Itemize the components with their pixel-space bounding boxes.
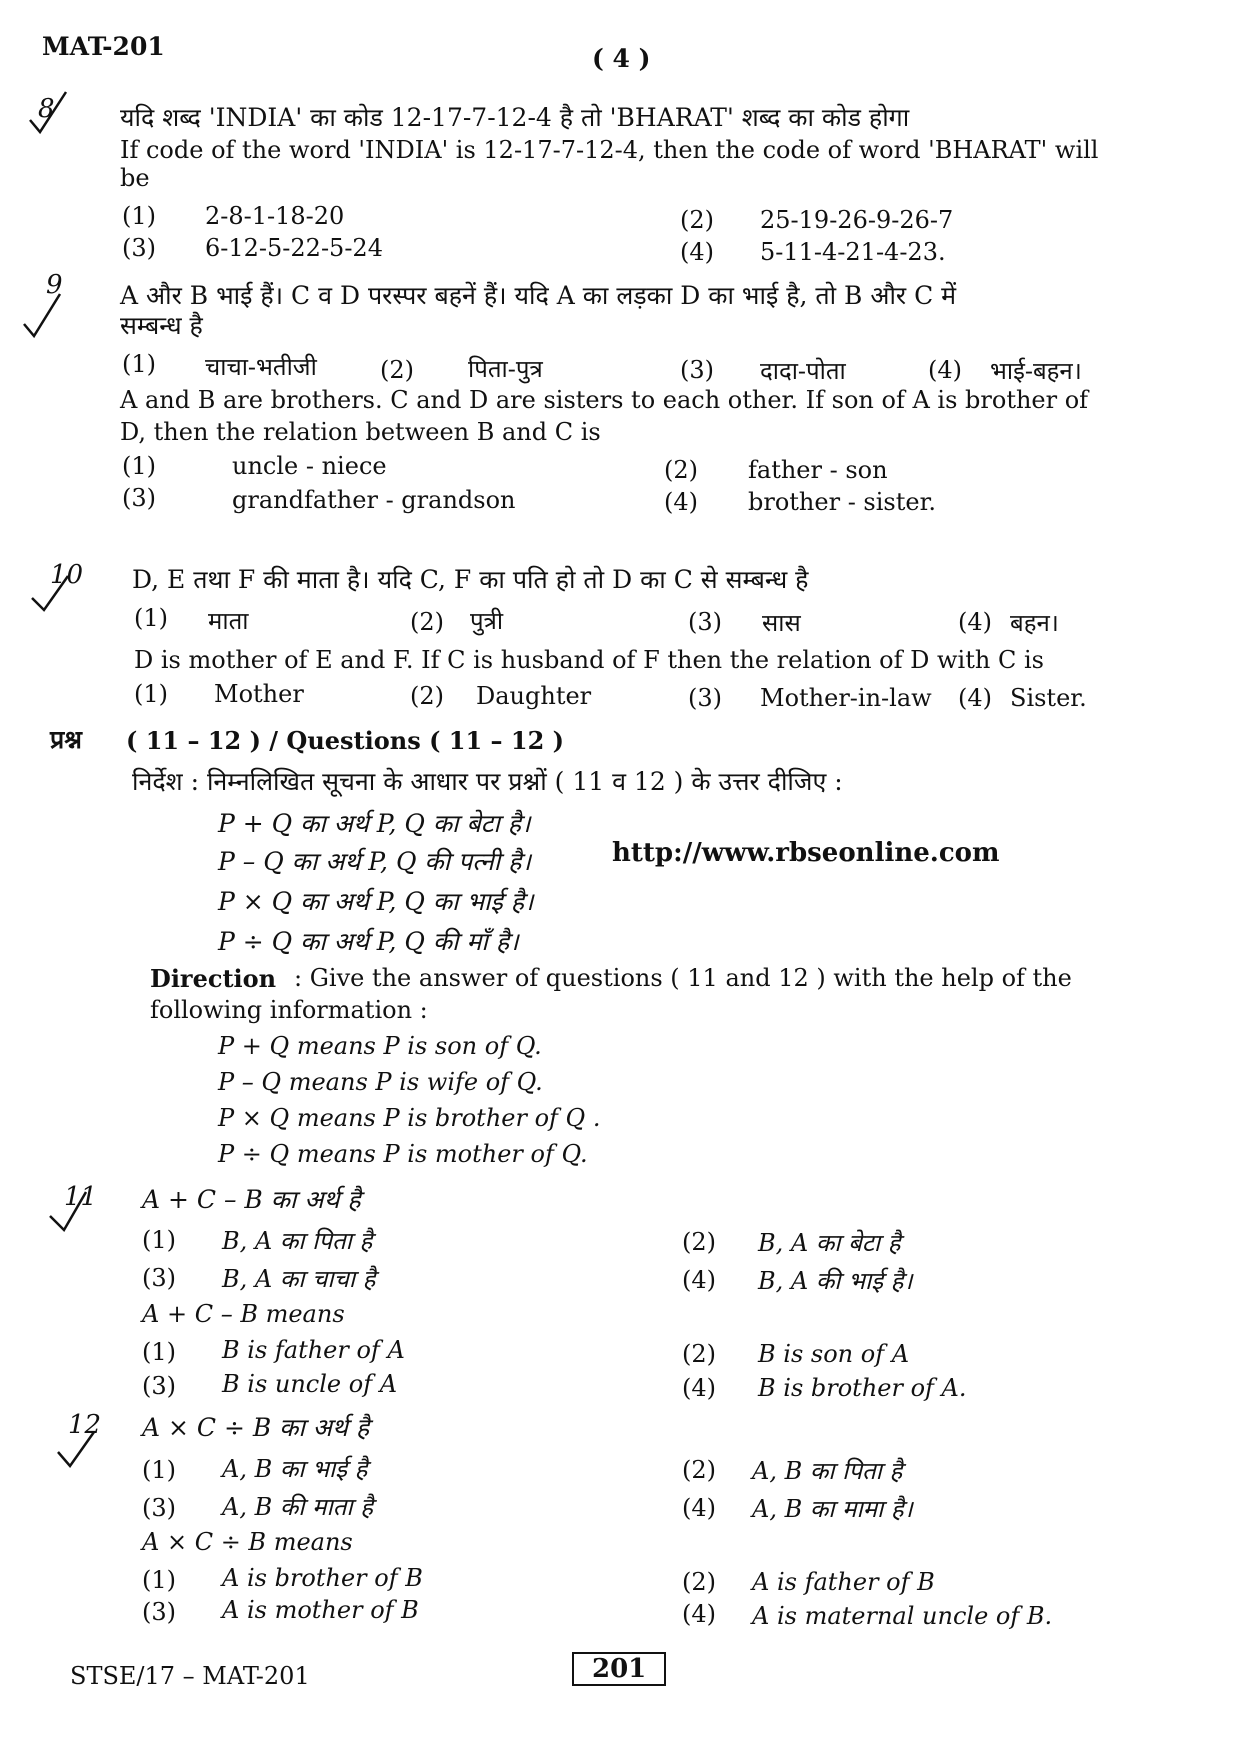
option-number: (2)	[682, 1228, 716, 1256]
option-number: (3)	[142, 1372, 176, 1400]
option-number: (2)	[410, 608, 444, 636]
rule-english: P – Q means P is wife of Q.	[218, 1068, 543, 1096]
option-text: Mother	[214, 680, 304, 708]
option-number: (3)	[680, 356, 714, 384]
option-text: 2-8-1-18-20	[205, 202, 345, 230]
q9-hindi-text: A और B भाई हैं। C व D परस्पर बहनें हैं। यदि A का लड़का D का भाई है, तो B और C में	[120, 281, 957, 310]
option-text: A is mother of B	[222, 1596, 419, 1624]
q8-english-text: If code of the word 'INDIA' is 12-17-7-12-4, then the code of word 'BHARAT' will	[120, 136, 1099, 164]
option-text: grandfather - grandson	[232, 486, 516, 514]
q8-hindi-text: यदि शब्द 'INDIA' का कोड 12-17-7-12-4 है तो 'BHARAT' शब्द का कोड होगा	[120, 103, 910, 132]
option-number: (3)	[122, 484, 156, 512]
option-text: बहन।	[1010, 609, 1059, 637]
option-number: (2)	[682, 1340, 716, 1368]
option-text: पिता-पुत्र	[468, 355, 543, 383]
question-number: 12	[68, 1410, 102, 1440]
option-number: (2)	[682, 1456, 716, 1484]
website-url: http://www.rbseonline.com	[612, 838, 1000, 868]
rule-hindi: P × Q का अर्थ P, Q का भाई है।	[218, 887, 534, 916]
option-text: father - son	[748, 456, 888, 484]
rule-english: P × Q means P is brother of Q .	[218, 1104, 601, 1132]
option-number: (2)	[410, 682, 444, 710]
option-number: (2)	[380, 356, 414, 384]
rule-hindi: P – Q का अर्थ P, Q की पत्नी है।	[218, 847, 531, 876]
option-text: दादा-पोता	[760, 357, 846, 385]
option-text: चाचा-भतीजी	[205, 353, 317, 381]
section-title-hindi: प्रश्न	[50, 725, 82, 754]
rule-hindi: P + Q का अर्थ P, Q का बेटा है।	[218, 809, 531, 838]
option-text: B is father of A	[222, 1336, 405, 1364]
q11-english-text: A + C – B means	[142, 1300, 345, 1328]
option-number: (4)	[928, 356, 962, 384]
option-text: A, B का भाई है	[222, 1455, 368, 1483]
option-text: A, B की माता है	[222, 1493, 373, 1521]
option-text: B is son of A	[758, 1340, 910, 1368]
option-number: (4)	[682, 1600, 716, 1628]
option-text: Sister.	[1010, 684, 1087, 712]
question-number: 9	[46, 270, 63, 300]
option-number: (1)	[142, 1456, 176, 1484]
option-text: Daughter	[476, 682, 592, 710]
option-text: A, B का मामा है।	[752, 1495, 913, 1523]
option-text: brother - sister.	[748, 488, 937, 516]
option-text: A is brother of B	[222, 1564, 423, 1592]
q9-english-text-cont: D, then the relation between B and C is	[120, 418, 601, 446]
option-text: पुत्री	[470, 607, 504, 635]
option-number: (3)	[142, 1598, 176, 1626]
option-number: (4)	[682, 1494, 716, 1522]
q8-english-text-cont: be	[120, 164, 150, 192]
paper-code: MAT-201	[42, 32, 165, 61]
option-number: (2)	[664, 456, 698, 484]
option-text: माता	[208, 607, 249, 635]
option-text: सास	[762, 609, 801, 637]
option-number: (2)	[680, 206, 714, 234]
q10-hindi-text: D, E तथा F की माता है। यदि C, F का पति हो तो D का C से सम्बन्ध है	[132, 565, 809, 594]
option-text: B is brother of A.	[758, 1374, 967, 1402]
direction-english-cont: following information :	[150, 996, 428, 1024]
option-number: (1)	[142, 1338, 176, 1366]
option-number: (4)	[958, 608, 992, 636]
option-text: 5-11-4-21-4-23.	[760, 238, 946, 266]
footer-page-box: 201	[572, 1652, 666, 1686]
option-text: uncle - niece	[232, 452, 387, 480]
option-number: (3)	[142, 1494, 176, 1522]
option-text: Mother-in-law	[760, 684, 932, 712]
option-number: (2)	[682, 1568, 716, 1596]
option-text: B, A का पिता है	[222, 1227, 373, 1255]
option-number: (1)	[142, 1566, 176, 1594]
option-number: (1)	[122, 202, 156, 230]
question-number: 8	[38, 94, 55, 124]
option-text: A, B का पिता है	[752, 1457, 903, 1485]
option-number: (4)	[664, 488, 698, 516]
option-number: (3)	[688, 608, 722, 636]
option-number: (1)	[122, 452, 156, 480]
option-text: 6-12-5-22-5-24	[205, 234, 383, 262]
q9-english-text: A and B are brothers. C and D are sisters to each other. If son of A is brother of	[120, 386, 1089, 414]
direction-hindi: निर्देश : निम्नलिखित सूचना के आधार पर प्रश्नों ( 11 व 12 ) के उत्तर दीजिए :	[132, 767, 843, 796]
option-text: 25-19-26-9-26-7	[760, 206, 954, 234]
q9-hindi-text-cont: सम्बन्ध है	[120, 311, 203, 340]
rule-english: P + Q means P is son of Q.	[218, 1032, 542, 1060]
option-number: (1)	[134, 604, 168, 632]
rule-english: P ÷ Q means P is mother of Q.	[218, 1140, 588, 1168]
option-text: B, A की भाई है।	[758, 1267, 913, 1295]
section-title: ( 11 – 12 ) / Questions ( 11 – 12 )	[126, 726, 564, 755]
option-number: (3)	[122, 234, 156, 262]
question-number: 11	[64, 1182, 98, 1212]
option-number: (4)	[682, 1266, 716, 1294]
rule-hindi: P ÷ Q का अर्थ P, Q की माँ है।	[218, 927, 519, 956]
option-text: B is uncle of A	[222, 1370, 398, 1398]
option-text: भाई-बहन।	[990, 357, 1082, 385]
option-number: (3)	[142, 1264, 176, 1292]
direction-label: Direction	[150, 964, 277, 993]
option-text: B, A का चाचा है	[222, 1265, 376, 1293]
q12-hindi-text: A × C ÷ B का अर्थ है	[142, 1413, 370, 1442]
page-number: ( 4 )	[592, 44, 651, 73]
q12-english-text: A × C ÷ B means	[142, 1528, 353, 1556]
question-number: 10	[50, 560, 84, 590]
option-number: (1)	[134, 680, 168, 708]
option-number: (4)	[958, 684, 992, 712]
direction-english: : Give the answer of questions ( 11 and 12 ) with the help of the	[294, 964, 1072, 992]
option-number: (3)	[688, 684, 722, 712]
option-number: (4)	[680, 238, 714, 266]
q10-english-text: D is mother of E and F. If C is husband of F then the relation of D with C is	[134, 646, 1044, 674]
option-text: B, A का बेटा है	[758, 1229, 901, 1257]
q11-hindi-text: A + C – B का अर्थ है	[142, 1185, 361, 1214]
option-text: A is father of B	[752, 1568, 935, 1596]
option-number: (1)	[122, 350, 156, 378]
option-text: A is maternal uncle of B.	[752, 1602, 1053, 1630]
footer-code: STSE/17 – MAT-201	[70, 1662, 310, 1690]
option-number: (1)	[142, 1226, 176, 1254]
option-number: (4)	[682, 1374, 716, 1402]
